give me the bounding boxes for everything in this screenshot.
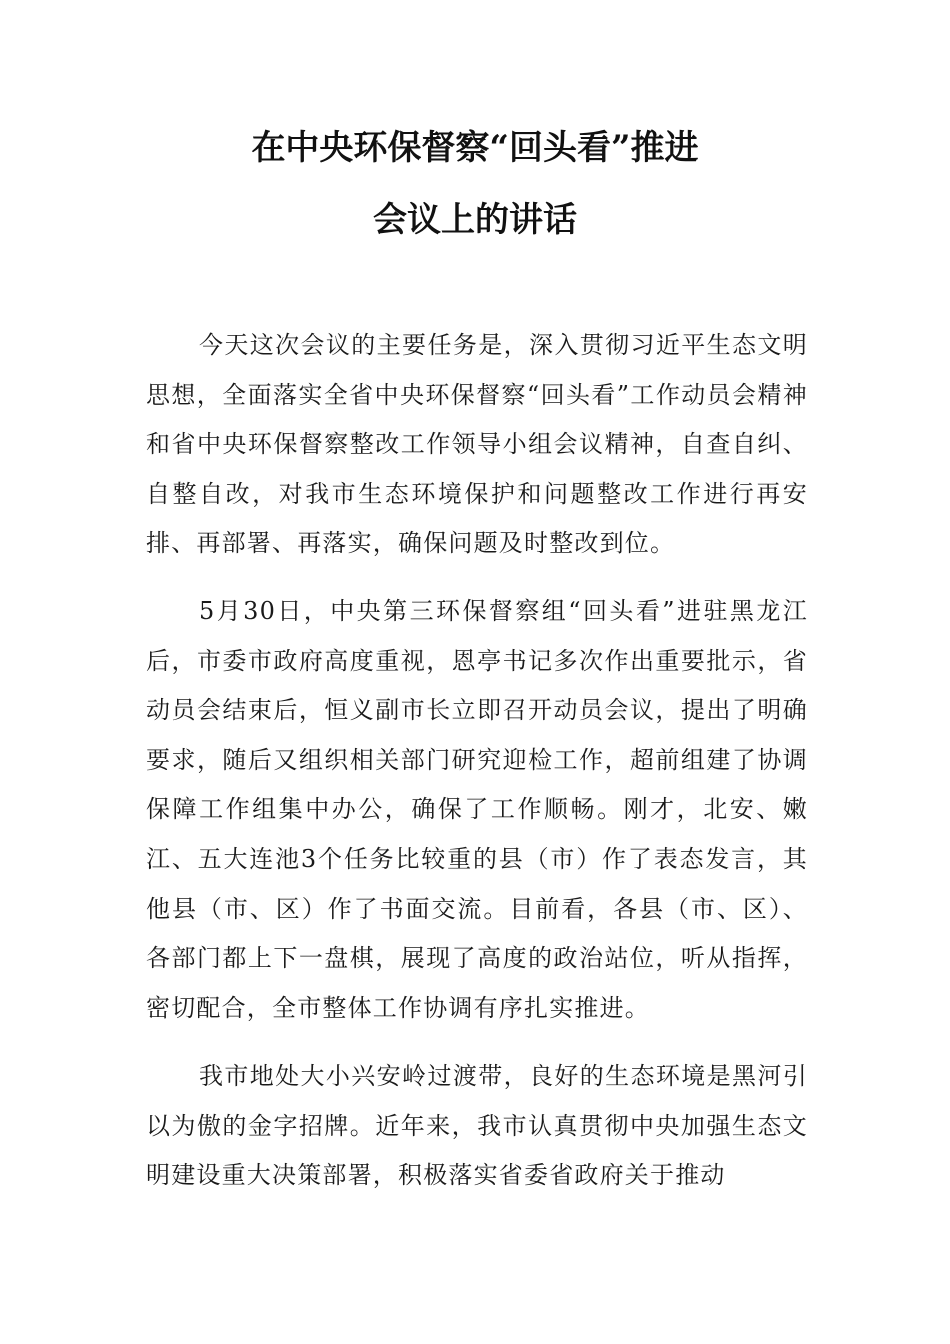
paragraph-1: 今天这次会议的主要任务是，深入贯彻习近平生态文明思想，全面落实全省中央环保督察“回头看”工作动员会精神和省中央环保督察整改工作领导小组会议精神，自查自纠、自整自改，对我市生态环境保护和问题整改工作进行再安排、再部署、再落实，确保问题及时整改到位。 xyxy=(146,331,808,558)
document-title-line-1: 在中央环保督察“回头看”推进 xyxy=(251,128,699,168)
paragraph-3: 我市地处大小兴安岭过渡带，良好的生态环境是黑河引以为傲的金字招牌。近年来，我市认真贯彻中央加强生态文明建设重大决策部署，积极落实省委省政府关于推动 xyxy=(146,1062,808,1190)
paragraph-2: 5月30日，中央第三环保督察组“回头看”进驻黑龙江后，市委市政府高度重视，恩亭书记多次作出重要批示，省动员会结束后，恒义副市长立即召开动员会议，提出了明确要求，随后又组织相关部门研究迎检工作，超前组建了协调保障工作组集中办公，确保了工作顺畅。刚才，北安、嫩江、五大连池3个任务比较重的县（市）作了表态发言，其他县（市、区）作了书面交流。目前看，各县（市、区）、各部门都上下一盘棋，展现了高度的政治站位，听从指挥，密切配合，全市整体工作协调有序扎实推进。 xyxy=(146,597,808,1022)
document-title-line-2: 会议上的讲话 xyxy=(373,200,577,240)
